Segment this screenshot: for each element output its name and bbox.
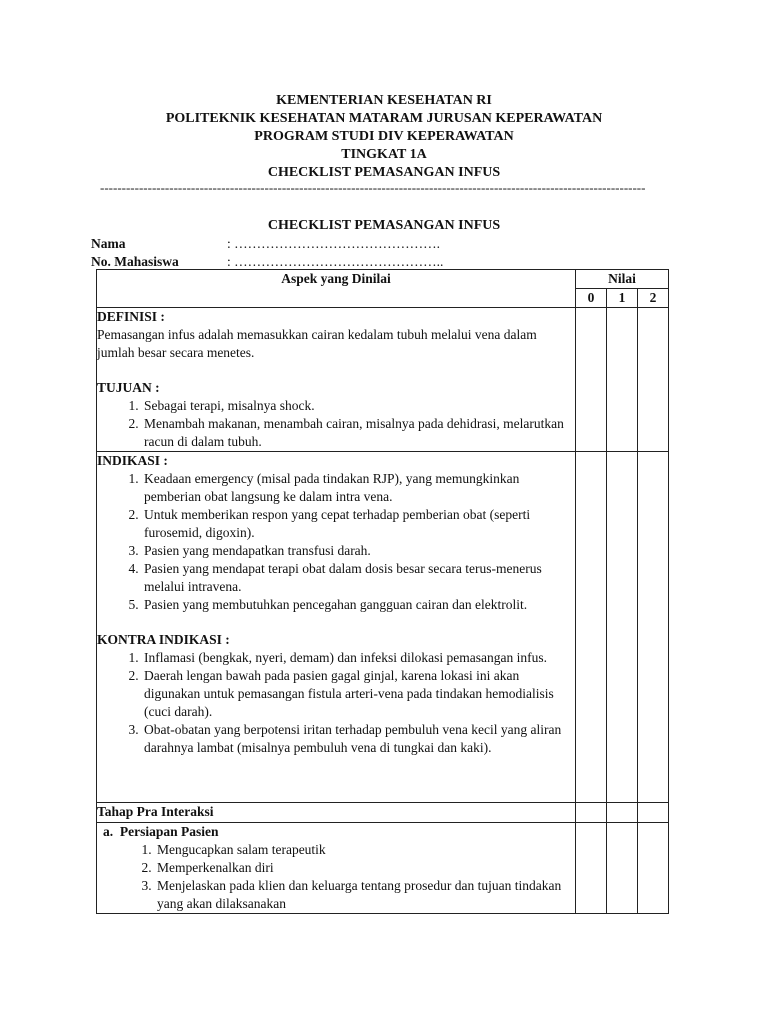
list-item: 3. Menjelaskan pada klien dan keluarga tentang prosedur dan tujuan tindakan yang akan dilaksanakan: [155, 877, 575, 913]
separator-line: ------------------------------------------------------------------------------------------------------------------------------: [100, 180, 646, 195]
persiapan-heading: [97, 823, 575, 841]
kontra-heading: KONTRA INDIKASI :: [97, 632, 230, 647]
score-2-checkbox[interactable]: [638, 452, 669, 803]
tahap-pra-interaksi: Tahap Pra Interaksi: [97, 803, 576, 823]
header-program: PROGRAM STUDI DIV KEPERAWATAN: [254, 129, 514, 144]
student-number-value: : ………………………………………..: [227, 254, 444, 269]
header-ministry: KEMENTERIAN KESEHATAN RI: [276, 93, 492, 108]
table-row: [97, 308, 669, 452]
aspek-header: Aspek yang Dinilai: [97, 270, 576, 308]
score-0-checkbox[interactable]: [576, 308, 607, 452]
persiapan-title: Persiapan Pasien: [119, 824, 219, 839]
score-1-header: 1: [607, 289, 638, 308]
list-item: 3. Obat-obatan yang berpotensi iritan terhadap pembuluh vena kecil yang aliran darahnya lambat (misalnya pembuluh vena di tungkai dan kaki).: [142, 721, 575, 757]
kontra-list: [97, 649, 575, 757]
header-title: CHECKLIST PEMASANGAN INFUS: [267, 165, 501, 180]
header-level: TINGKAT 1A: [341, 147, 427, 162]
table-header-row: [97, 270, 669, 289]
definisi-tujuan-cell: [97, 308, 576, 452]
table-row: [97, 823, 669, 914]
score-0-header: 0: [576, 289, 607, 308]
indikasi-kontra-cell: [97, 452, 576, 803]
table-row: [97, 452, 669, 803]
indikasi-heading: INDIKASI :: [97, 453, 168, 468]
score-1-checkbox[interactable]: [607, 308, 638, 452]
score-2-checkbox[interactable]: [638, 823, 669, 914]
nilai-header: Nilai: [576, 270, 669, 289]
tujuan-heading: TUJUAN :: [97, 380, 160, 395]
list-item: 2. Menambah makanan, menambah cairan, misalnya pada dehidrasi, melarutkan racun di dalam tubuh.: [142, 415, 575, 451]
list-item: 1. Mengucapkan salam terapeutik: [155, 841, 575, 859]
header-polytechnic: POLITEKNIK KESEHATAN MATARAM JURUSAN KEPERAWATAN: [165, 111, 603, 126]
tujuan-list: [97, 397, 575, 451]
list-item: 3. Pasien yang mendapatkan transfusi darah.: [142, 542, 575, 560]
indikasi-list: [97, 470, 575, 614]
checklist-title: CHECKLIST PEMASANGAN INFUS: [267, 218, 501, 233]
persiapan-pasien-cell: [97, 823, 576, 914]
score-2-checkbox[interactable]: [638, 803, 669, 823]
name-value: : ……………………………………….: [227, 236, 441, 251]
list-item: 2. Memperkenalkan diri: [155, 859, 575, 877]
list-item: 2. Daerah lengan bawah pada pasien gagal ginjal, karena lokasi ini akan digunakan untuk pemasangan fistula arteri-vena pada tindakan hemodialisis (cuci darah).: [142, 667, 575, 721]
persiapan-list: [97, 841, 575, 913]
name-field: [91, 235, 440, 253]
list-item: 4. Pasien yang mendapat terapi obat dalam dosis besar secara terus-menerus melalui intravena.: [142, 560, 575, 596]
checklist-table: [96, 269, 669, 914]
persiapan-marker: a.: [103, 824, 114, 839]
score-0-checkbox[interactable]: [576, 452, 607, 803]
institution-header: [0, 92, 768, 182]
list-item: 1. Keadaan emergency (misal pada tindakan RJP), yang memungkinkan pemberian obat langsung ke dalam intra vena.: [142, 470, 575, 506]
table-row: [97, 803, 669, 823]
score-2-checkbox[interactable]: [638, 308, 669, 452]
score-0-checkbox[interactable]: [576, 803, 607, 823]
score-1-checkbox[interactable]: [607, 803, 638, 823]
name-label: Nama: [91, 236, 126, 251]
list-item: 2. Untuk memberikan respon yang cepat terhadap pemberian obat (seperti furosemid, digoxin).: [142, 506, 575, 542]
score-1-checkbox[interactable]: [607, 452, 638, 803]
score-0-checkbox[interactable]: [576, 823, 607, 914]
definisi-text: Pemasangan infus adalah memasukkan cairan kedalam tubuh melalui vena dalam jumlah besar secara menetes.: [97, 327, 537, 360]
score-2-header: 2: [638, 289, 669, 308]
score-1-checkbox[interactable]: [607, 823, 638, 914]
student-number-label: No. Mahasiswa: [91, 254, 179, 269]
list-item: 1. Inflamasi (bengkak, nyeri, demam) dan infeksi dilokasi pemasangan infus.: [142, 649, 575, 667]
list-item: 1. Sebagai terapi, misalnya shock.: [142, 397, 575, 415]
list-item: 5. Pasien yang membutuhkan pencegahan gangguan cairan dan elektrolit.: [142, 596, 575, 614]
definisi-heading: DEFINISI :: [97, 309, 165, 324]
